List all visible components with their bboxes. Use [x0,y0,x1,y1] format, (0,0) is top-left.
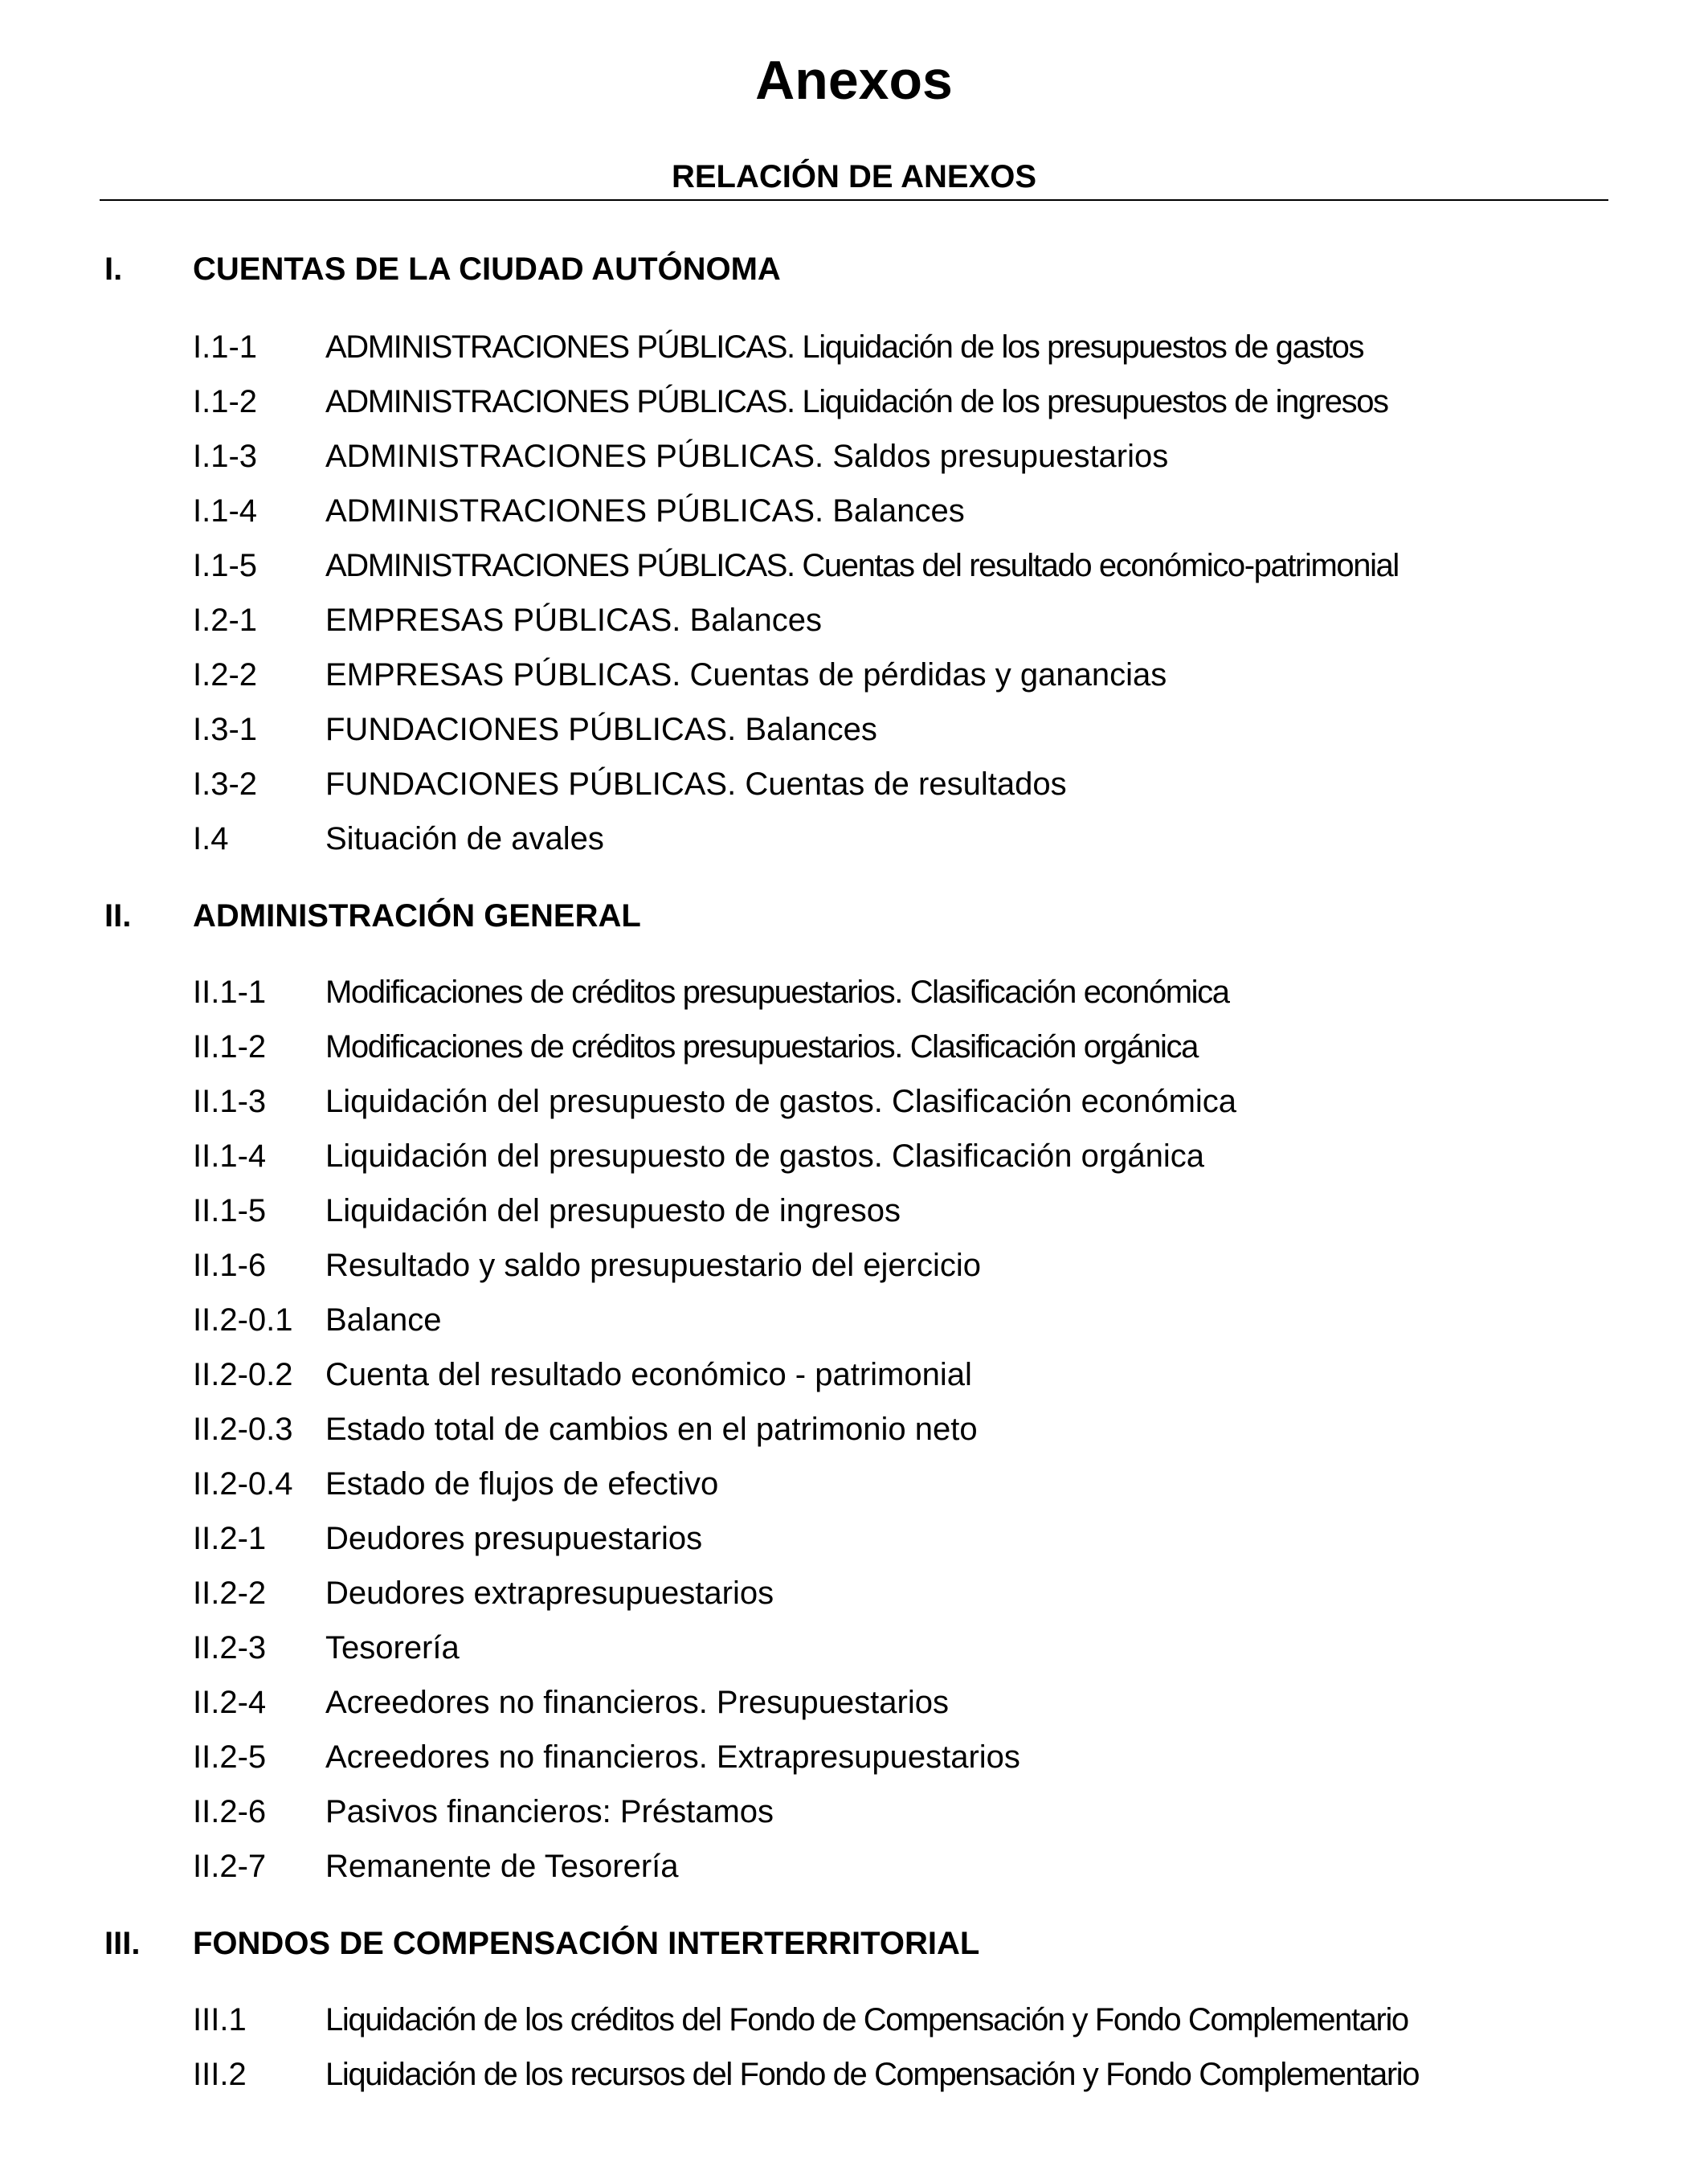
annex-code: I.2-2 [193,657,258,693]
annex-code: II.1-1 [193,975,267,1010]
annex-title: EMPRESAS PÚBLICAS. Cuentas de pérdidas y ganancias [325,657,1167,693]
annex-title: Situación de avales [325,821,604,856]
annex-item [0,323,1708,371]
annex-item [0,378,1708,426]
annex-item [0,487,1708,535]
annex-code: I.4 [193,821,229,856]
section-heading-ii [0,892,1708,940]
annex-title: Deudores extrapresupuestarios [325,1576,774,1611]
annex-code: II.1-3 [193,1084,267,1119]
annex-item [0,1187,1708,1235]
divider [100,199,1608,201]
annex-code: II.2-3 [193,1630,267,1666]
annex-code: II.1-6 [193,1248,267,1283]
annex-title: Liquidación de los recursos del Fondo de Compensación y Fondo Complementario [325,2057,1420,2092]
section-title: CUENTAS DE LA CIUDAD AUTÓNOMA [193,251,781,287]
annex-code: II.1-4 [193,1138,267,1174]
annex-title: Acreedores no financieros. Presupuestarios [325,1685,949,1720]
annex-title: EMPRESAS PÚBLICAS. Balances [325,603,823,638]
annex-title: ADMINISTRACIONES PÚBLICAS. Liquidación de los presupuestos de gastos [325,329,1364,365]
annex-item [0,1678,1708,1727]
annex-item [0,1514,1708,1563]
annex-code: I.3-1 [193,712,258,747]
annex-item [0,432,1708,480]
section-number: I. [104,251,123,287]
annex-code: III.2 [193,2057,247,2092]
annex-code: I.1-1 [193,329,258,365]
annex-item [0,2050,1708,2099]
annex-item [0,1296,1708,1344]
annex-code: II.1-5 [193,1193,267,1228]
annex-item [0,1624,1708,1672]
annex-title: Liquidación de los créditos del Fondo de Compensación y Fondo Complementario [325,2002,1408,2037]
annex-title: Remanente de Tesorería [325,1849,679,1884]
annex-code: II.2-0.3 [193,1412,293,1447]
annex-title: Estado de flujos de efectivo [325,1466,719,1502]
annex-title: Cuenta del resultado económico - patrimonial [325,1357,972,1392]
section-title: ADMINISTRACIÓN GENERAL [193,898,641,934]
section-title: FONDOS DE COMPENSACIÓN INTERTERRITORIAL [193,1926,980,1961]
annex-item [0,968,1708,1016]
section-heading-i [0,245,1708,293]
annex-item [0,1351,1708,1399]
annex-title: Acreedores no financieros. Extrapresupuestarios [325,1739,1020,1775]
annex-item [0,1569,1708,1617]
annex-title: Liquidación del presupuesto de gastos. Clasificación orgánica [325,1138,1205,1174]
annex-title: Resultado y saldo presupuestario del ejercicio [325,1248,982,1283]
section-number: III. [104,1926,141,1961]
annex-title: FUNDACIONES PÚBLICAS. Cuentas de resultados [325,766,1067,802]
annex-title: ADMINISTRACIONES PÚBLICAS. Liquidación de los presupuestos de ingresos [325,384,1388,419]
annex-item [0,1077,1708,1126]
annex-title: Deudores presupuestarios [325,1521,703,1556]
annex-item [0,1241,1708,1289]
annex-code: II.2-6 [193,1794,267,1829]
annex-item [0,1460,1708,1508]
annex-item [0,1788,1708,1836]
annex-title: Pasivos financieros: Préstamos [325,1794,774,1829]
annex-code: I.1-5 [193,548,258,583]
annex-title: Modificaciones de créditos presupuestarios. Clasificación orgánica [325,1029,1198,1065]
page-title: Anexos [755,50,953,111]
annex-title: Tesorería [325,1630,460,1666]
annex-title: Modificaciones de créditos presupuestarios. Clasificación económica [325,975,1229,1010]
annex-title: FUNDACIONES PÚBLICAS. Balances [325,712,877,747]
section-heading-iii [0,1919,1708,1968]
annex-code: II.2-1 [193,1521,267,1556]
annex-item [0,1842,1708,1890]
annex-title: ADMINISTRACIONES PÚBLICAS. Cuentas del resultado económico-patrimonial [325,548,1399,583]
annex-item [0,1996,1708,2044]
annex-code: I.1-3 [193,439,258,474]
annex-code: II.2-5 [193,1739,267,1775]
annex-code: I.2-1 [193,603,258,638]
annex-item [0,1733,1708,1781]
annex-code: II.2-4 [193,1685,267,1720]
annex-item [0,705,1708,754]
section-number: II. [104,898,132,934]
annex-title: ADMINISTRACIONES PÚBLICAS. Balances [325,493,965,529]
annex-code: II.2-0.2 [193,1357,293,1392]
annex-item [0,651,1708,699]
annex-item [0,1405,1708,1453]
annex-code: II.2-0.4 [193,1466,293,1502]
annex-item [0,542,1708,590]
annex-title: Liquidación del presupuesto de ingresos [325,1193,901,1228]
annex-code: II.2-0.1 [193,1302,293,1338]
annex-title: Liquidación del presupuesto de gastos. Clasificación económica [325,1084,1237,1119]
annex-code: I.1-2 [193,384,258,419]
annex-item [0,815,1708,863]
annex-item [0,760,1708,808]
annex-item [0,1132,1708,1180]
annex-title: Balance [325,1302,442,1338]
annex-title: ADMINISTRACIONES PÚBLICAS. Saldos presupuestarios [325,439,1169,474]
annex-code: I.1-4 [193,493,258,529]
annex-code: III.1 [193,2002,247,2037]
annex-item [0,1023,1708,1071]
annex-code: I.3-2 [193,766,258,802]
annex-code: II.2-7 [193,1849,267,1884]
annex-item [0,596,1708,644]
annex-code: II.2-2 [193,1576,267,1611]
annex-code: II.1-2 [193,1029,267,1065]
subtitle: RELACIÓN DE ANEXOS [671,159,1037,194]
annex-title: Estado total de cambios en el patrimonio neto [325,1412,978,1447]
